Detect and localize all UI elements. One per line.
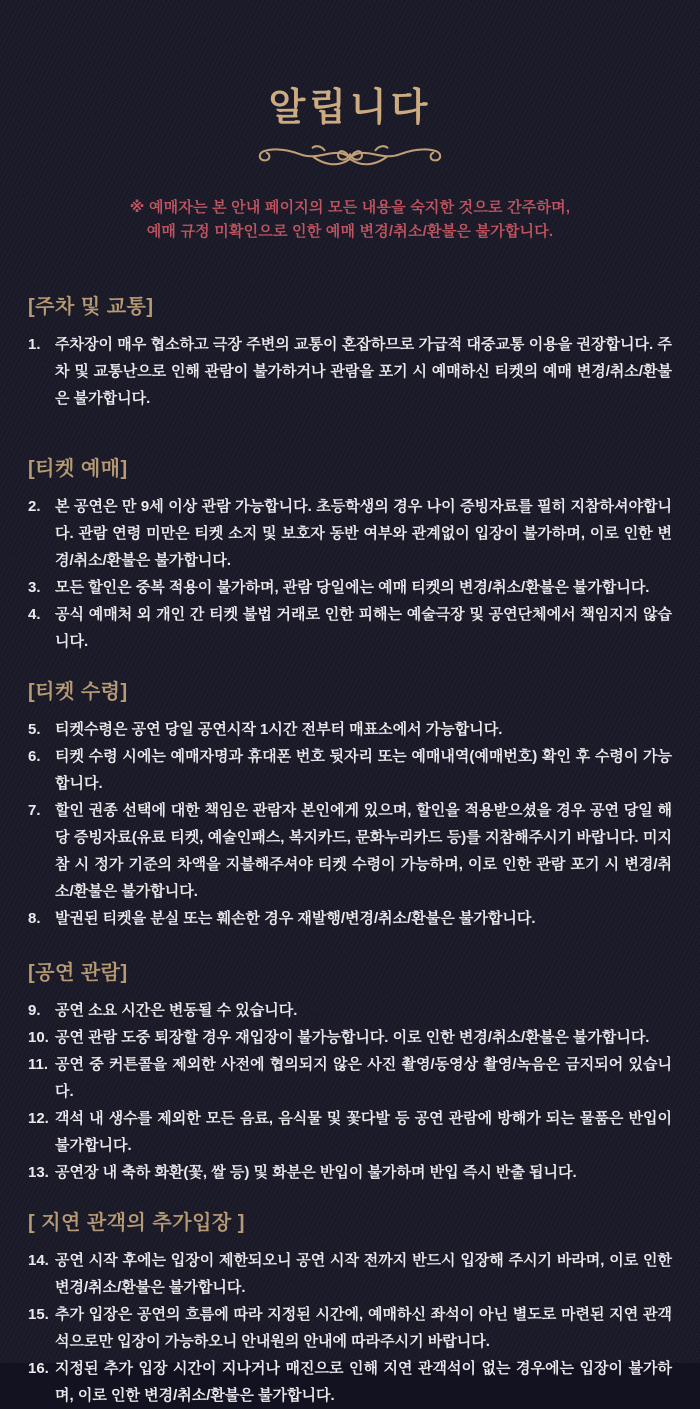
section-items — [28, 1247, 672, 1409]
item-number: 4. — [28, 606, 41, 623]
list-item — [28, 601, 672, 655]
list-item — [28, 1355, 672, 1409]
item-number: 6. — [28, 748, 41, 765]
item-number: 15. — [28, 1306, 49, 1323]
section-header: [티켓 수령] — [28, 681, 128, 703]
item-text: 공연 시작 후에는 입장이 제한되오니 공연 시작 전까지 반드시 입장해 주시기 바라며, 이로 인한 변경/취소/환불은 불가합니다. — [55, 1252, 672, 1296]
item-number: 12. — [28, 1110, 49, 1127]
item-text: 객석 내 생수를 제외한 모든 음료, 음식물 및 꽃다발 등 공연 관람에 방해가 되는 물품은 반입이 불가합니다. — [55, 1110, 672, 1154]
warning-line-2: 예매 규정 미확인으로 인한 예매 변경/취소/환불은 불가합니다. — [146, 223, 554, 240]
item-number: 5. — [28, 721, 41, 738]
section-items — [28, 716, 672, 932]
item-text: 티켓 수령 시에는 예매자명과 휴대폰 번호 뒷자리 또는 예매내역(예매번호) 확인 후 수령이 가능합니다. — [55, 748, 672, 792]
list-item — [28, 1105, 672, 1159]
item-number: 1. — [28, 336, 41, 353]
section-parking-traffic — [28, 294, 672, 412]
section-performance-viewing — [28, 960, 672, 1186]
flourish-ornament — [0, 138, 700, 176]
flourish-icon — [248, 138, 452, 176]
item-text: 티켓수령은 공연 당일 공연시작 1시간 전부터 매표소에서 가능합니다. — [55, 721, 503, 738]
item-number: 10. — [28, 1029, 49, 1046]
page-title: 알립니다 — [268, 87, 432, 129]
list-item — [28, 574, 672, 601]
section-items — [28, 331, 672, 412]
item-text: 모든 할인은 중복 적용이 불가하며, 관람 당일에는 예매 티켓의 변경/취소/환불은 불가합니다. — [55, 579, 650, 596]
section-late-entry — [28, 1210, 672, 1409]
item-number: 16. — [28, 1360, 49, 1377]
item-number: 14. — [28, 1252, 49, 1269]
item-text: 추가 입장은 공연의 흐름에 따라 지정된 시간에, 예매하신 좌석이 아닌 별도로 마련된 지연 관객석으로만 입장이 가능하오니 안내원의 안내에 따라주시기 바랍니다. — [55, 1306, 672, 1350]
item-text: 공연 관람 도중 퇴장할 경우 재입장이 불가능합니다. 이로 인한 변경/취소/환불은 불가합니다. — [55, 1029, 650, 1046]
list-item — [28, 1247, 672, 1301]
item-number: 11. — [28, 1056, 49, 1073]
item-number: 8. — [28, 910, 41, 927]
list-item — [28, 905, 672, 932]
list-item — [28, 1051, 672, 1105]
warning-line-1: ※ 예매자는 본 안내 페이지의 모든 내용을 숙지한 것으로 간주하며, — [129, 199, 571, 216]
item-text: 할인 권종 선택에 대한 책임은 관람자 본인에게 있으며, 할인을 적용받으셨을 경우 공연 당일 해당 증빙자료(유료 티켓, 예술인패스, 복지카드, 문화누리카드 등)를 지참해주시기 바랍니다. 미지참 시 정가 기준의 차액을 지불해주셔야 티켓 수령이 가능하며, 이로 인한 관람 포기 시 변경/취소/환불은 불가합니다. — [55, 802, 672, 900]
item-text: 지정된 추가 입장 시간이 지나거나 매진으로 인해 지연 관객석이 없는 경우에는 입장이 불가하며, 이로 인한 변경/취소/환불은 불가합니다. — [55, 1360, 672, 1404]
section-items — [28, 997, 672, 1186]
section-ticket-pickup — [28, 679, 672, 932]
item-text: 공연 중 커튼콜을 제외한 사전에 협의되지 않은 사진 촬영/동영상 촬영/녹음은 금지되어 있습니다. — [55, 1056, 672, 1100]
item-number: 2. — [28, 498, 41, 515]
item-text: 본 공연은 만 9세 이상 관람 가능합니다. 초등학생의 경우 나이 증빙자료를 필히 지참하셔야합니다. 관람 연령 미만은 티켓 소지 및 보호자 동반 여부와 관계없이 입장이 불가하며, 이로 인한 변경/취소/환불은 불가합니다. — [55, 498, 672, 569]
list-item — [28, 743, 672, 797]
list-item — [28, 493, 672, 574]
item-text: 공연장 내 축하 화환(꽃, 쌀 등) 및 화분은 반입이 불가하며 반입 즉시 반출 됩니다. — [55, 1164, 577, 1181]
item-text: 공연 소요 시간은 변동될 수 있습니다. — [55, 1002, 298, 1019]
item-text: 발권된 티켓을 분실 또는 훼손한 경우 재발행/변경/취소/환불은 불가합니다. — [55, 910, 536, 927]
item-number: 7. — [28, 802, 41, 819]
reservation-warning — [0, 196, 700, 244]
item-number: 13. — [28, 1164, 49, 1181]
section-header: [공연 관람] — [28, 962, 128, 984]
item-number: 9. — [28, 1002, 41, 1019]
section-header: [ 지연 관객의 추가입장 ] — [28, 1212, 245, 1234]
list-item — [28, 1159, 672, 1186]
list-item — [28, 1301, 672, 1355]
item-number: 3. — [28, 579, 41, 596]
section-header: [주차 및 교통] — [28, 296, 154, 318]
list-item — [28, 716, 672, 743]
item-text: 공식 예매처 외 개인 간 티켓 불법 거래로 인한 피해는 예술극장 및 공연단체에서 책임지지 않습니다. — [55, 606, 672, 650]
section-ticket-booking — [28, 456, 672, 655]
list-item — [28, 1024, 672, 1051]
list-item — [28, 997, 672, 1024]
list-item — [28, 331, 672, 412]
section-items — [28, 493, 672, 655]
list-item — [28, 797, 672, 905]
item-text: 주차장이 매우 협소하고 극장 주변의 교통이 혼잡하므로 가급적 대중교통 이용을 권장합니다. 주차 및 교통난으로 인해 관람이 불가하거나 관람을 포기 시 예매하신 티켓의 예매 변경/취소/환불은 불가합니다. — [55, 336, 672, 407]
section-header: [티켓 예매] — [28, 458, 128, 480]
